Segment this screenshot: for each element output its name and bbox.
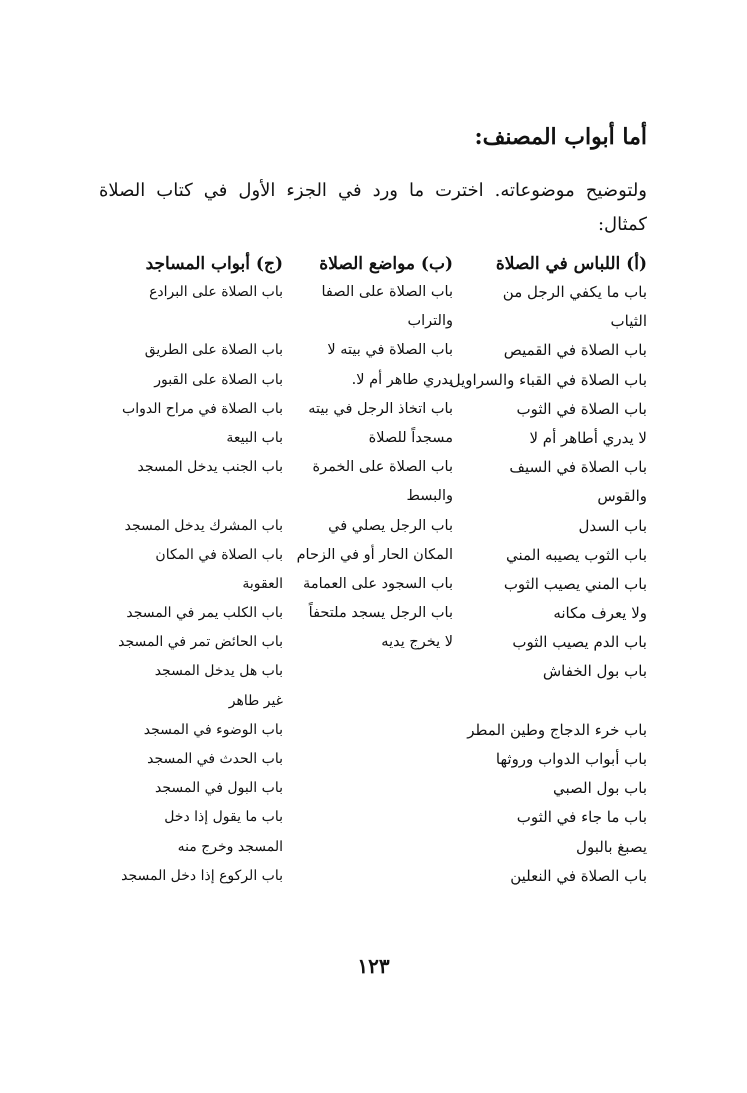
chapter-item: باب الوضوء في المسجد <box>143 721 283 738</box>
column-title: (ب) مواضع الصلاة <box>319 254 453 274</box>
chapter-item: باب الركوع إذا دخل المسجد <box>121 867 283 884</box>
chapter-item: باب الصلاة في مراح الدواب <box>122 400 283 417</box>
column-places-of-prayer <box>291 250 453 657</box>
chapter-item: باب ما جاء في الثوب <box>516 808 647 827</box>
intro-paragraph: ولتوضيح موضوعاته. اخترت ما ورد في الجزء الأول في كتاب الصلاة كمثال: <box>99 180 647 235</box>
chapter-item: باب الدم يصيب الثوب <box>512 633 647 652</box>
chapter-item: باب ما يقول إذا دخل <box>164 809 283 826</box>
chapter-item: والبسط <box>406 488 453 505</box>
chapter-item: باب الصلاة في بيته لا <box>327 342 453 359</box>
chapter-item: باب بول الصبي <box>553 779 647 798</box>
chapter-item: باب أبواب الدواب وروثها <box>495 750 647 768</box>
chapter-item <box>117 307 283 336</box>
chapter-list <box>291 278 453 657</box>
chapter-item: باب الصلاة في القباء والسراويل <box>449 370 647 389</box>
chapter-item: باب الصلاة في القميص <box>503 341 647 360</box>
chapter-item: باب الصلاة على القبور <box>154 371 283 388</box>
chapter-item <box>487 687 647 716</box>
chapter-item: باب الصلاة في النعلين <box>510 866 647 885</box>
chapter-item: لا يخرج يديه <box>381 634 453 651</box>
chapter-item: باب البول في المسجد <box>155 780 283 797</box>
chapter-item: والتراب <box>407 313 453 330</box>
chapter-item: المكان الحار أو في الزحام <box>296 546 453 563</box>
chapter-item: المسجد وخرج منه <box>177 838 283 855</box>
chapter-item: لا يدري أطاهر أم لا <box>529 428 647 447</box>
chapter-item: باب الجنب يدخل المسجد <box>137 459 283 476</box>
chapter-item: يدري طاهر أم لا. <box>351 371 453 388</box>
chapter-item: ولا يعرف مكانه <box>553 604 647 623</box>
chapter-item: باب الصلاة على الصفا <box>321 284 453 300</box>
chapter-item: باب المشرك يدخل المسجد <box>124 517 283 534</box>
chapter-item: باب الرجل يصلي في <box>328 517 453 534</box>
chapter-item: باب هل يدخل المسجد <box>154 663 283 680</box>
chapter-item: باب الصلاة في السيف <box>509 458 647 477</box>
chapter-item: يصبغ بالبول <box>576 837 647 856</box>
chapter-item: باب خرء الدجاج وطين المطر <box>467 720 647 739</box>
chapter-item: باب الثوب يصيبه المني <box>505 545 647 564</box>
column-title: (أ) اللباس في الصلاة <box>495 254 647 274</box>
page-number: ١٢٣ <box>357 954 390 978</box>
chapter-item: باب الصلاة على البرادع <box>149 284 283 300</box>
chapter-item: باب اتخاذ الرجل في بيته <box>308 400 453 417</box>
chapter-item: باب البيعة <box>226 429 283 446</box>
chapter-item: غير طاهر <box>228 692 283 709</box>
column-clothing-in-prayer <box>449 250 647 891</box>
chapter-list <box>449 278 647 891</box>
chapter-item: باب السجود على العمامة <box>303 575 453 592</box>
column-title: (ج) أبواب المساجد <box>145 254 283 274</box>
chapter-item: العقوبة <box>242 575 283 592</box>
chapter-item: باب الصلاة في المكان <box>155 546 283 563</box>
chapter-item: باب الصلاة على الخمرة <box>312 459 453 476</box>
chapter-item: باب بول الخفاش <box>542 662 647 681</box>
chapter-item: باب الصلاة على الطريق <box>144 342 283 359</box>
chapter-item: باب الرجل يسجد ملتحفاً <box>308 605 453 622</box>
column-mosque-chapters <box>117 250 283 891</box>
chapter-item: باب الحائض تمر في المسجد <box>118 634 283 651</box>
chapter-item: باب الصلاة في الثوب <box>516 399 647 418</box>
chapter-item: باب السدل <box>578 516 647 535</box>
chapter-item: باب المني يصيب الثوب <box>503 574 647 593</box>
chapter-item: باب ما يكفي الرجل من <box>502 283 647 301</box>
chapter-list <box>117 278 283 891</box>
chapter-item: والقوس <box>597 487 647 506</box>
section-heading: أما أبواب المصنف: <box>474 124 647 150</box>
chapter-item: مسجداً للصلاة <box>368 429 453 446</box>
chapter-item: باب الحدث في المسجد <box>147 751 283 767</box>
chapter-item: باب الكلب يمر في المسجد <box>126 605 283 622</box>
chapter-item <box>117 482 283 511</box>
chapter-item: الثياب <box>610 312 647 331</box>
